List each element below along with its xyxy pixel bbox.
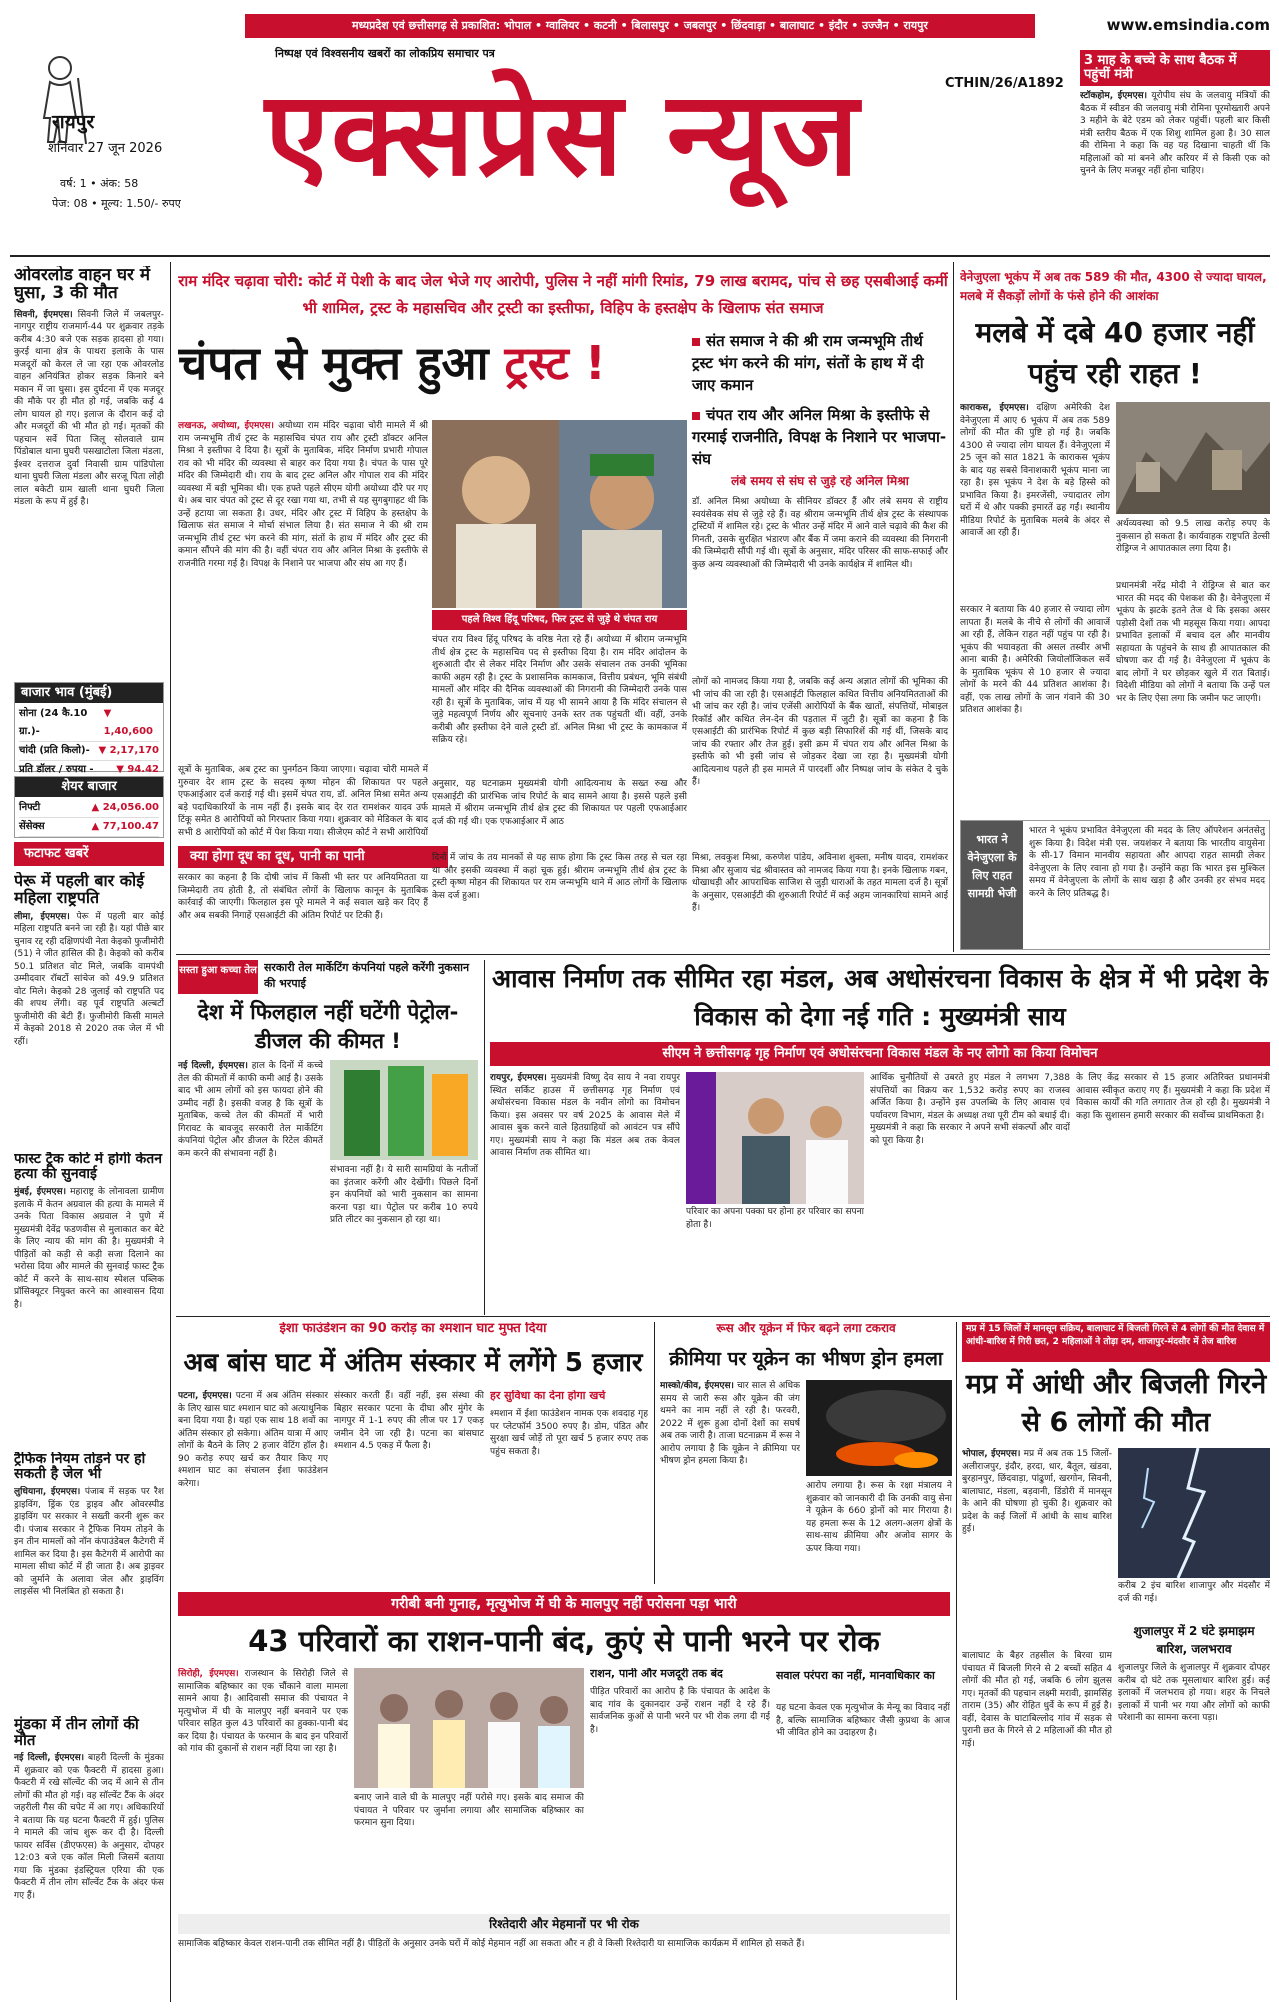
- aid-box: [960, 820, 1270, 950]
- quake-headline: मलबे में दबे 40 हजार नहीं पहुंच रही राहत !: [975, 316, 1255, 390]
- city: रायपुर: [52, 111, 95, 133]
- market-row-label: सोना (24 कै.10 ग्रा.)-: [19, 708, 88, 738]
- fuel-divider: [484, 960, 485, 1315]
- lead-col3b: लोगों को नामजद किया गया है, जबकि कई अन्य अज्ञात लोगों की भूमिका की भी जांच की जा रही है। एसआईटी फिलहाल कथित वित्तीय अनियमितताओं की भी जांच कर रही है। जांच एजेंसी आरोपियों के बैंक खातों, संपत्तियों, मोबाइल रिकॉर्ड और कथित लेन-देन की पड़ताल में जुटी है। सूत्रों का कहना है कि एसआईटी की प्रारंभिक रिपोर्ट में कुछ बड़ी सिफारिशें की गई थीं, जिसके बाद जांच की रफ्तार और तेज हुई। इसी क्रम में चंपत राय और अनिल मिश्रा के इस्तीफे को भी इसी जांच से जोड़कर देखा जा रहा है। मुख्यमंत्री योगी आदित्यनाथ पहले ही इस मामले में पारदर्शी और निष्पक्ष जांच के संकेत दे चुके हैं।: [692, 677, 948, 787]
- drone-col2: आरोप लगाया है। रूस के रक्षा मंत्रालय ने शुक्रवार को जानकारी दी कि उनकी वायु सेना ने यूक्रेन के 660 ड्रोनों को मार गिराया है। यह हमला रूस के 12 अलग-अलग क्षेत्रों के साथ-साथ क्रीमिया और अजोव सागर के ऊपर किया गया।: [806, 1481, 952, 1554]
- drone-divider: [956, 1322, 957, 2000]
- housing-headline: आवास निर्माण तक सीमित रहा मंडल, अब अधोसंरचना विकास के क्षेत्र में भी प्रदेश के विकास को देगा नई गति : मुख्यमंत्री साय: [491, 964, 1269, 1031]
- milk-col1: सरकार का कहना है कि दोषी जांच में किसी भी स्तर पर अनियमितता या जिम्मेदारी तय होती है, तो संबंधित लोगों के खिलाफ कानून के मुताबिक कार्रवाई की जाएगी। फिलहाल इस पूरे मामले ने कई सवाल खड़े कर दिए हैं और अब सबकी निगाहें एसआईटी की अंतिम रिपोर्ट पर टिकी हैं।: [178, 873, 428, 921]
- storm-col2: बालाघाट के बैहर तहसील के बिरवा ग्राम पंचायत में बिजली गिरने से 2 बच्चों सहित 4 लोगों की मौत हो गई, जबकि 6 लोग झुलस गए। मृतकों की पहचान लक्ष्मी मरावी, झामसिंह ताराम (35) और रोहित धुर्वे के रूप में हुई है। वहीं, देवास के घाटाबिल्लोद गांव में सड़क से पुरानी छत के गिरने से 2 महिलाओं की मौत हो गई।: [962, 1651, 1112, 1749]
- lead-kicker: राम मंदिर चढ़ावा चोरी: कोर्ट में पेशी के बाद जेल भेजे गए आरोपी, पुलिस ने नहीं मांगी रिमांड, 79 लाख बरामद, पांच से छह एसबीआई कर्मी भी शामिल, ट्रस्ट के महासचिव और ट्रस्टी का इस्तीफा, विहिप के हस्तक्षेप के खिलाफ संत समाज: [178, 272, 948, 317]
- left-story-5-headline: मुंडका में तीन लोगों की मौत: [14, 1716, 139, 1749]
- lead-bullet-text: संत समाज ने की श्री राम जन्मभूमि तीर्थ ट्रस्ट भंग करने की मांग, संतों के हाथ में दी जाए कमान: [692, 332, 924, 394]
- storm-subhead: शुजालपुर में 2 घंटे झमाझम बारिश, जलभराव: [1133, 1624, 1255, 1656]
- lead-bullet-text: चंपत राय और अनिल मिश्रा के इस्तीफे से गरमाई राजनीति, विपक्ष के निशाने पर भाजपा-संघ: [692, 406, 947, 468]
- market-row-value: ▼ 94.42: [116, 764, 159, 776]
- poverty-subhead-2: सवाल परंपरा का नहीं, मानवाधिकार का: [776, 1669, 935, 1682]
- fuel-tag-2: सरकारी तेल मार्केटिंग कंपनियां पहले करेंगी नुकसान की भरपाई: [264, 961, 470, 990]
- housing-col1: रायपुर, ईएमएस। मुख्यमंत्री विष्णु देव साय ने नवा रायपुर स्थित सर्किट हाउस में छत्तीसगढ़ गृह निर्माण एवं अधोसंरचना विकास मंडल के नवीन लोगो का विमोचन किया। इस अवसर पर वर्ष 2025 के आवास मेले में आवास बुक करने वाले हितग्राहियों को आवंटन पत्र सौंपे गए। मुख्यमंत्री साय ने कहा कि मंडल अब तक केवल आवास निर्माण तक सीमित था।: [490, 1073, 680, 1158]
- market-row-value: ▼ 2,17,170: [98, 745, 159, 757]
- fuel-col1: नई दिल्ली, ईएमएस। हाल के दिनों में कच्चे तेल की कीमतों में काफी कमी आई है। उसके बाद भी आम लोगों को इस फायदा होने की उम्मीद नहीं है। इसकी वजह है कि सूत्रों के मुताबिक, कच्चे तेल की कीमतों में भारी गिरावट के बावजूद सरकारी तेल मार्केटिंग कंपनियां पेट्रोल और डीजल के रिटेल कीमतें कम करने की संभावना नहीं है।: [178, 1061, 323, 1159]
- market-row: [19, 705, 159, 742]
- market-row-value: ▼ 1,40,600: [103, 708, 154, 738]
- left-story-3-body: मुंबई, ईएमएस। महाराष्ट्र के लोनावला ग्रामीण इलाके में केतन अग्रवाल की हत्या के मामले में उनके पिता विकास अग्रवाल ने पुणे में मुख्यमंत्री देवेंद्र फडणवीस से मुलाकात कर बेटे के लिए न्याय की मांग की है। मुख्यमंत्री ने पीड़ितों को कड़ी से कड़ी सजा दिलाने का भरोसा दिया और मामले की सुनवाई फास्ट ट्रैक कोर्ट में करने के साथ-साथ स्पेशल पब्लिक प्रॉसिक्यूटर नियुक्त करने का आश्वासन दिया है।: [14, 1187, 164, 1310]
- quake-col1b: सरकार ने बताया कि 40 हजार से ज्यादा लोग लापता हैं। मलबे के नीचे से लोगों की आवाजें आ रही हैं, लेकिन राहत नहीं पहुंच पा रही है। भूकंप की भयावहता की असल तस्वीर अभी आना बाकी है। अमेरिकी जियोलॉजिकल सर्वे के मुताबिक भूकंप से 10 हजार से ज्यादा लोगों के मरने की 44 प्रतिशत आशंका है। वहीं, एक लाख लोगों के जान गंवाने की 30 प्रतिशत आशंका है।: [960, 605, 1110, 715]
- lead-bullet: [692, 404, 948, 470]
- fuel-col2: संभावना नहीं है। ये सारी सामग्रियां के नतीजों का इंतजार करेंगी और देखेंगी। पिछले दिनों इन कंपनियों को भारी नुकसान का सामना करना पड़ा था। पेट्रोल पर करीब 10 रुपये प्रति लीटर का नुकसान हो रहा था।: [330, 1165, 478, 1225]
- left-story-3-headline: फास्ट ट्रैक कोर्ट में होगी केतन हत्या की सुनवाई: [14, 1152, 162, 1183]
- fuel-photo: [330, 1060, 478, 1160]
- lead-right-divider: [953, 262, 954, 952]
- left-story-5: [14, 1716, 164, 2001]
- fuel-tag-1: सस्ता हुआ कच्चा तेल: [178, 960, 258, 994]
- cremation-headline: अब बांस घाट में अंतिम संस्कार में लगेंगे 5 हजार: [183, 1348, 643, 1378]
- poverty-kicker: गरीबी बनी गुनाह, मृत्युभोज में घी के मालपुए नहीं परोसना पड़ा भारी: [178, 1592, 950, 1616]
- housing-caption: परिवार का अपना पक्का घर होना हर परिवार का सपना होता है।: [686, 1207, 864, 1230]
- poverty-col3: पीड़ित परिवारों का आरोप है कि पंचायत के आदेश के बाद गांव के दुकानदार उन्हें राशन नहीं दे रहे हैं। सार्वजनिक कुओं से पानी भरने पर भी रोक लगा दी गई है।: [590, 1687, 770, 1735]
- market-row: [19, 742, 159, 761]
- drone-headline: क्रीमिया पर यूक्रेन का भीषण ड्रोन हमला: [669, 1348, 943, 1370]
- website-url[interactable]: www.emsindia.com: [1106, 16, 1270, 34]
- pages-price: पेज: 08 • मूल्य: 1.50/- रुपए: [52, 197, 181, 210]
- market-box: [14, 682, 164, 776]
- lead-col1: लखनऊ, अयोध्या, ईएमएस। अयोध्या राम मंदिर चढ़ावा चोरी मामले में श्री राम जन्मभूमि तीर्थ ट्रस्ट के महासचिव चंपत राय और ट्रस्टी डॉक्टर अनिल मिश्रा ने इस्तीफा दे दिया है। सूत्रों के मुताबिक, मंदिर निर्माण प्रभारी गोपाल राव को भी मंदिर की व्यवस्था से बाहर कर दिया गया है। चंपत के पास पूरे मंदिर की जिम्मेदारी थी। राय के बाद ट्रस्ट अनिल और गोपाल राव की मंदिर व्यवस्था में बड़ी भूमिका थी। एक हफ्ते पहले सीएम योगी अयोध्या दौरे पर गए थे। अब चार चंपत को ट्रस्ट से दूर रखा गया था, तभी से यह सुगबुगाहट थी कि उन्हें हटाया जा सकता है। उधर, मंदिर और ट्रस्ट में विहिप के हस्तक्षेप के खिलाफ संत समाज ने मोर्चा संभाल लिया है। संत समाज ने की श्री राम जन्मभूमि तीर्थ ट्रस्ट भंग करने की मांग, संतों के हाथ में मंदिर और ट्रस्ट की कमान सौंपने की मांग की है। वहीं चंपत राय और अनिल मिश्रा के इस्तीफे से राजनीति गरमा गई है। विपक्ष के निशाने पर भाजपा और संघ आ गए हैं।: [178, 421, 428, 569]
- market-row: [19, 799, 159, 818]
- quake-photo: [1116, 402, 1270, 514]
- cremation-kicker: ईशा फाउंडेशन का 90 करोड़ का श्मशान घाट मुफ्त दिया: [279, 1322, 547, 1336]
- left-story-2-headline: पेरू में पहली बार कोई महिला राष्ट्रपति: [14, 872, 145, 907]
- left-story-5-body: नई दिल्ली, ईएमएस। बाहरी दिल्ली के मुंडका में शुक्रवार को एक फैक्टरी में हादसा हुआ। फैक्टरी में रखे सॉल्वेंट की जद में आने से तीन लोगों की मौत हो गई। वह सॉल्वेंट टैंक के अंदर जहरीली गैस की चपेट में आ गए। अधिकारियों ने बताया कि यह घटना फैक्टरी में हुई। पुलिस ने मामले की जांच शुरू कर दी है। दिल्ली फायर सर्विस (डीएफएस) के अनुसार, दोपहर 12:03 बजे एक कॉल मिली जिसमें बताया गया कि मुंडका इंडस्ट्रियल एरिया की एक फैक्टरी में तीन लोग सॉल्वेंट टैंक के अंदर फंस गए हैं।: [14, 1753, 164, 1901]
- ear-headline: 3 माह के बच्चे के साथ बैठक में पहुंचीं मंत्री: [1080, 50, 1270, 86]
- storm-caption: करीब 2 इंच बारिश शाजापुर और मंदसौर में दर्ज की गई।: [1118, 1581, 1270, 1604]
- poverty-subhead-1: राशन, पानी और मजदूरी तक बंद: [590, 1668, 723, 1680]
- left-story-4-body: लुधियाना, ईएमएस। पंजाब में सड़क पर रैश ड्राइविंग, ड्रिंक एंड ड्राइव और ओवरस्पीड ड्राइविंग पर सरकार ने सख्ती करनी शुरू कर दी। पंजाब सरकार ने ट्रैफिक नियम तोड़ने के इन तीन मामलों को नॉन कंपाउंडेबल कैटेगरी में शामिल कर दिया है। इस कैटेगरी में आरोपी का मामला सीधा कोर्ट में ही जाता है। अब ड्राइवर को जुर्माने के अलावा जेल और ड्राइविंग लाइसेंस भी निलंबित हो सकता है।: [14, 1487, 164, 1598]
- fuel-tags: [178, 960, 478, 994]
- edition-banner: मध्यप्रदेश एवं छत्तीसगढ़ से प्रकाशित: भोपाल • ग्वालियर • कटनी • बिलासपुर • जबलपुर • छिंदवाड़ा • बालाघाट • इंदौर • उज्जैन • रायपुर: [245, 14, 1035, 38]
- market-row-label: निफ्टी: [19, 802, 41, 814]
- registration-number: CTHIN/26/A1892: [945, 76, 1064, 91]
- left-story-1: [14, 266, 164, 678]
- bullet-icon: [692, 338, 700, 346]
- poverty-photo: [354, 1668, 584, 1788]
- left-story-1-body: सिवनी, ईएमएस। सिवनी जिले में जबलपुर-नागपुर राष्ट्रीय राजमार्ग-44 पर शुक्रवार तड़के करीब 4:30 बजे एक सड़क हादसा हो गया। कुरई थाना क्षेत्र के पाथरा इलाके के पास मजदूरों को केरल ले जा रहा एक ओवरलोड वाहन अनियंत्रित होकर सड़क किनारे बने मकान में जा घुसा। इस दुर्घटना में एक मजदूर की मौके पर ही मौत हो गई, जबकि कई 4 लोग घायल हो गए। इलाज के दौरान कई दो और मजदूरों की भी मौत हो गई। मृतकों की पहचान सर्वे पिता जिलू सोलवाले ग्राम पिंडोबाल थाना घुघरी पसखाटोला जिला मंडला, ईश्वर दत्तराज दुर्वा निवासी ग्राम पांडिपोला थाना घुघरी जिला मंडला और सरजू पिता लोही लाल बकेटी ग्राम खाली थाना घुघरी जिला मंडला के रूप में हुई है।: [14, 309, 164, 508]
- drone-photo: [806, 1380, 952, 1476]
- cremation-subhead: हर सुविधा का देना होगा खर्च: [490, 1390, 606, 1402]
- market-row-label: सेंसेक्स: [19, 821, 45, 833]
- poverty-footer-subhead: रिश्तेदारी और मेहमानों पर भी रोक: [178, 1914, 950, 1934]
- share-rows: [15, 797, 163, 839]
- aid-label: भारत ने वेनेजुएला के लिए राहत सामग्री भेजी: [961, 821, 1023, 949]
- left-story-3: [14, 1152, 164, 1442]
- quake-kicker: वेनेजुएला भूकंप में अब तक 589 की मौत, 4300 से ज्यादा घायल, मलबे में सैकड़ों लोगों के फंसे होने की आशंका: [960, 270, 1267, 303]
- milk-kicker-bar: क्या होगा दूध का दूध, पानी का पानी: [178, 846, 448, 868]
- masthead-tagline: निष्पक्ष एवं विश्वसनीय खबरों का लोकप्रिय समाचार पत्र: [275, 47, 495, 60]
- aid-body: भारत ने भूकंप प्रभावित वेनेजुएला की मदद के लिए ऑपरेशन अनंतसेतु शुरू किया है। विदेश मंत्री एस. जयशंकर ने बताया कि भारतीय वायुसेना के सी-17 विमान मानवीय सहायता और आपदा राहत सामग्री लेकर वेनेजुएला के लिए रवाना हो गया है। उन्होंने कहा कि भारत इस मुश्किल समय में वेनेजुएला के लोगों के साथ खड़ा है और उनकी हर संभव मदद करने के लिए प्रतिबद्ध है।: [1029, 826, 1265, 899]
- issue-date: शनिवार 27 जून 2026: [48, 141, 163, 156]
- storm-headline: मप्र में आंधी और बिजली गिरने से 6 लोगों की मौत: [965, 1369, 1267, 1438]
- housing-col3: के लिए केंद्र सरकार से 15 हजार अतिरिक्त प्रधानमंत्री आवास स्वीकृत कराए गए हैं। मुख्यमंत्री ने कहा कि प्रदेश में विकास कार्यों की गति लगातार तेज हो रही है। मुख्यमंत्री ने कहा कि सुशासन हमारी सरकार की सर्वोच्च प्राथमिकता है।: [1076, 1073, 1270, 1121]
- quake-col1: काराकस, ईएमएस। दक्षिण अमेरिकी देश वेनेजुएला में आए 6 भूकंप में अब तक 589 लोगों की मौत की पुष्टि हो गई है। जबकि 4300 से ज्यादा लोग घायल हैं। वेनेजुएला में 25 जून को सात 1821 के काराकस भूकंप के बाद यह सबसे विनाशकारी भूकंप माना जा रहा है। इस भूकंप ने देश के बड़े हिस्से को प्रभावित किया है। इमरजेंसी, ज्यादातर लोग घरों में थे और पक्की इमारतें ढह गईं। स्थानीय मीडिया रिपोर्ट के मुताबिक मलबे के अंदर से आवाजें आ रही हैं।: [960, 403, 1110, 538]
- bullet-icon: [692, 412, 700, 420]
- poverty-col1: सिरोही, ईएमएस। राजस्थान के सिरोही जिले से सामाजिक बहिष्कार का एक चौंकाने वाला मामला सामने आया है। आदिवासी समाज की पंचायत ने मृत्युभोज में घी के मालपुए नहीं बनवाने पर एक परिवार सहित कुल 43 परिवारों का हुक्का-पानी बंद कर दिया है। पंचायत के फरमान के बाद इन परिवारों को गांव की दुकानों से राशन नहीं दिया जा रहा है।: [178, 1669, 348, 1754]
- lead-bullet: [692, 330, 948, 396]
- cremation-col1: पटना, ईएमएस। पटना में अब अंतिम संस्कार के लिए खास घाट श्मशान घाट को अत्याधुनिक बना दिया गया है। यहां एक साथ 18 शवों का अंतिम संस्कार हो सकेगा। अंतिम यात्रा में आए लोगों के बैठने के लिए 2 हजार वेटिंग हॉल है। 90 करोड़ रुपए खर्च कर तैयार किए गए श्मशान घाट का संचालन ईशा फाउंडेशन करेगा।: [178, 1391, 328, 1489]
- left-story-1-headline: ओवरलोड वाहन घर में घुसा, 3 की मौत: [14, 266, 151, 303]
- storm-photo: [1118, 1448, 1270, 1578]
- ear-story: [1080, 50, 1270, 260]
- drone-col1: मास्को/कीव, ईएमएस। चार साल से अधिक समय से जारी रूस और यूक्रेन की जंग थमने का नाम नहीं ले रही है। फरवरी, 2022 में शुरू हुआ दोनों देशों का सघर्ष अब तक जारी है। ताजा घटनाक्रम में रूस ने आरोप लगाया है कि यूक्रेन ने क्रीमिया पर भीषण ड्रोन हमला किया है।: [660, 1381, 800, 1466]
- fuel-headline: देश में फिलहाल नहीं घटेंगी पेट्रोल-डीजल की कीमत !: [197, 1000, 459, 1053]
- storm-kicker: मप्र में 15 जिलों में मानसून सक्रिय, बालाघाट में बिजली गिरने से 4 लोगों की मौत देवास में आंधी-बारिश में गिरी छत, 2 महिलाओं ने तोड़ा दम, शाजापुर-मंदसौर में तेज बारिश: [962, 1322, 1270, 1362]
- cremation-col2: संस्कार करती हैं। वहीं नहीं, इस संस्था की बिहार सरकार पटना के दीघा और मुंगेर के नागपुर में 1-1 रुपए की लीज पर 17 एकड़ जमीन देने जा रही है। पटना का बांसघाट श्मशान 4.5 एकड़ में फैला है।: [334, 1391, 484, 1451]
- lead-col2: चंपत राय विश्व हिंदू परिषद के वरिष्ठ नेता रहे हैं। अयोध्या में श्रीराम जन्मभूमि तीर्थ क्षेत्र ट्रस्ट के महासचिव पद से इस्तीफा दिया है। राम मंदिर आंदोलन के शुरुआती दौर से लेकर मंदिर निर्माण और उसके संचालन तक उनकी भूमिका काफी अहम रही है। ट्रस्ट के प्रशासनिक कामकाज, वित्तीय प्रबंधन, भूमि संबंधी मामलों और मंदिर की दैनिक व्यवस्थाओं की निगरानी की जिम्मेदारी उनके पास रही है। सूत्रों के मुताबिक, जांच में यह भी सामने आया है कि मंदिर संचालन से जुड़े महत्वपूर्ण निर्णय और सूचनाएं उनके स्तर तक पहुंचती थीं। वहीं, उनके करीबी और इस्तीफा देने वाले ट्रस्टी डॉ. अनिल मिश्रा भी ट्रस्ट के कामकाज में सक्रिय रहे।: [432, 635, 687, 745]
- milk-col2: दिनों में जांच के तय मानकों से यह साफ होगा कि ट्रस्ट किस तरह से चल रहा था और इसकी व्यवस्था में कहां चूक हुई। श्रीराम जन्मभूमि तीर्थ क्षेत्र ट्रस्ट के ट्रस्टी कृष्ण मोहन की शिकायत पर राम जन्मभूमि थाने में आठ लोगों के खिलाफ केस दर्ज हुआ।: [432, 853, 687, 901]
- left-story-4: [14, 1452, 164, 1707]
- storm-col3: शुजालपुर जिले के शुजालपुर में शुक्रवार दोपहर करीब दो घंटे तक मूसलाधार बारिश हुई। कई इलाकों में जलभराव हो गया। शहर के निचले इलाकों में पानी भर गया और लोगों को काफी परेशानी का सामना करना पड़ा।: [1118, 1663, 1270, 1723]
- milk-col3: मिश्रा, लवकुश मिश्रा, करुणेश पांडेय, अविनाश शुक्ला, मनीष यादव, रामशंकर मिश्रा और सुजाय चंद्र श्रीवास्तव को नामजद किया गया है। इनके खिलाफ गबन, धोखाधड़ी और आपराधिक साजिश से जुड़ी धाराओं के तहत मामला दर्ज है। सूत्रों के अनुसार, एसआईटी की शुरुआती रिपोर्ट में कई अहम जानकारियां सामने आई हैं।: [692, 853, 948, 913]
- lead-headline: चंपत से मुक्त हुआ ट्रस्ट !: [178, 336, 606, 390]
- market-row-label: प्रति डॉलर / रुपया -: [19, 764, 94, 776]
- poverty-headline: 43 परिवारों का राशन-पानी बंद, कुएं से पानी भरने पर रोक: [248, 1624, 880, 1658]
- mid-rule-2: [176, 1316, 1270, 1317]
- fatafat-label: फटाफट खबरें: [14, 842, 164, 866]
- cremation-divider: [654, 1322, 655, 1584]
- lead-photo-caption: पहले विश्व हिंदू परिषद, फिर ट्रस्ट से जुड़े थे चंपत राय: [432, 610, 687, 630]
- left-story-2-body: लीमा, ईएमएस। पेरू में पहली बार कोई महिला राष्ट्रपति बनने जा रही है। यहां पीछे बार चुनाव रद्द रही दक्षिणपंथी नेता केइको फुजीमोरी (51) ने जीत हासिल की है। केइको को करीब 50.1 प्रतिशत वोट मिले, जबकि वामपंथी उम्मीदवार रॉबर्टो सांचेज को 49.9 प्रतिशत वोट मिले। केइको 28 जुलाई को राष्ट्रपति पद की शपथ लेंगी। वह पूर्व राष्ट्रपति अल्बर्टो फुजीमोरी की बेटी हैं। फुजीमोरी किसी मामले में केइको 2018 से 2020 तक जेल में भी रहीं।: [14, 911, 164, 1047]
- quake-caption: अर्थव्यवस्था को 9.5 लाख करोड़ रुपए के नुकसान हो सकता है। कार्यवाहक राष्ट्रपति डेल्सी रोड्रिग्ज ने आपातकाल लगा दिया है।: [1116, 519, 1270, 554]
- market-row-label: चांदी (प्रति किलो)-: [19, 745, 90, 757]
- year-issue: वर्ष: 1 • अंक: 58: [60, 177, 139, 190]
- masthead-rule: [10, 255, 1270, 257]
- ear-body: स्टॉकहोम, ईएमएस। यूरोपीय संघ के जलवायु मंत्रियों की बैठक में स्वीडन की जलवायु मंत्री रोमिना पूरमोख्तारी अपने 3 महीने के बेटे एडम को लेकर पहुंचीं। पहली बार किसी मंत्री स्तरीय बैठक में एक शिशु शामिल हुआ है। 30 साल की रोमिना ने कहा कि वह यह दिखाना चाहती थीं कि महिलाओं को मां बनने और करियर में से किसी एक को चुनने के लिए मजबूर नहीं होना चाहिए।: [1080, 91, 1270, 177]
- market-row-value: ▲ 77,100.47: [91, 821, 159, 833]
- lead-photo: [432, 420, 687, 608]
- quake-col2: प्रधानमंत्री नरेंद्र मोदी ने रोड्रिग्ज से बात कर भारत की मदद की पेशकश की है। वेनेजुएला में भूकंप के झटके इतने तेज थे कि इसका असर पड़ोसी देशों तक भी महसूस किया गया। आपदा प्रभावित इलाकों में बचाव दल और मानवीय सहायता के पहुंचने के साथ ही आपातकाल की घोषणा कर दी गई है। वेनेजुएला में भूकंप के बाद लोगों ने घर छोड़कर खुले में रात बिताई। विदेशी मीडिया को लोगों ने बताया कि उन्हें पल भर के लिए ऐसा लगा कि जमीन फट जाएगी।: [1116, 581, 1270, 704]
- lead-col2b: अनुसार, यह घटनाक्रम मुख्यमंत्री योगी आदित्यनाथ के सख्त रुख और एसआईटी की प्रारंभिक जांच रिपोर्ट के बाद सामने आया है। इससे पहले इसी मामले में श्रीराम जन्मभूमि तीर्थ क्षेत्र ट्रस्ट की शिकायत पर पहली एफआईआर दर्ज की गई थी। एक एफआईआर में आठ: [432, 779, 687, 827]
- mid-rule-1: [176, 954, 1270, 955]
- poverty-footer: सामाजिक बहिष्कार केवल राशन-पानी तक सीमित नहीं है। पीड़ितों के अनुसार उनके घरों में कोई मेहमान नहीं आ सकता और न ही वे किसी रिश्तेदारी या सामाजिक कार्यक्रम में शामिल हो सकते हैं।: [178, 1939, 805, 1949]
- drone-kicker: रूस और यूक्रेन में फिर बढ़ने लगा टकराव: [716, 1322, 896, 1335]
- housing-col2: आर्थिक चुनौतियों से उबरते हुए मंडल ने लगभग 7,388 संपत्तियों का विक्रय कर 1,532 करोड़ रुपए का राजस्व अर्जित किया है। उन्होंने इस उपलब्धि के लिए आवास एवं पर्यावरण विभाग, मंडल के अध्यक्ष तथा पूरी टीम को बधाई दी। मुख्यमंत्री ने कहा कि सरकार ने अपने सभी संकल्पों और वादों को पूरा किया है।: [870, 1073, 1070, 1146]
- poverty-col4: यह घटना केवल एक मृत्युभोज के मेन्यू का विवाद नहीं है, बल्कि सामाजिक बहिष्कार जैसी कुप्रथा के आज भी जीवित होने का उदाहरण है।: [776, 1703, 950, 1738]
- left-column-divider: [170, 262, 171, 2002]
- lead-col3: डॉ. अनिल मिश्रा अयोध्या के सीनियर डॉक्टर हैं और लंबे समय से राष्ट्रीय स्वयंसेवक संघ से जुड़े रहे हैं। वह श्रीराम जन्मभूमि तीर्थ क्षेत्र ट्रस्ट के संस्थापक ट्रस्टियों में शामिल रहे। ट्रस्ट के भीतर उन्हें मंदिर में आने वाले चढ़ावे की कैश की गिनती, उसके सुरक्षित भंडारण और बैंक में जमा कराने की व्यवस्था की निगरानी की जिम्मेदारी सौंपी गई थी। सूत्रों के अनुसार, मंदिर परिसर की साफ-सफाई और कुछ अन्य व्यवस्थाओं की जिम्मेदारी भी उनके कार्यक्षेत्र में शामिल थी।: [692, 497, 948, 570]
- cremation-col3: श्मशान में ईशा फाउंडेशन नामक एक शवदाह गृह पर प्लेटफॉर्म 3500 रुपए है। डोम, पंडित और सुरक्षा खर्च जोड़ें तो पूरा खर्च 5 हजार रुपए तक पहुंच सकता है।: [490, 1409, 648, 1457]
- storm-col1: भोपाल, ईएमएस। मप्र में अब तक 15 जिलों-अलीराजपुर, इंदौर, हरदा, धार, बैतूल, खंडवा, बुरहानपुर, छिंदवाड़ा, पांढुर्णा, खरगोन, सिवनी, बालाघाट, मंडला, बड़वानी, डिंडोरी में मानसून के आने की घोषणा हो चुकी है। शुक्रवार को प्रदेश के कई जिलों में आंधी के साथ बारिश हुई।: [962, 1449, 1112, 1534]
- market-row: [19, 818, 159, 837]
- housing-photo: [686, 1072, 864, 1204]
- market-title: बाजार भाव (मुंबई): [15, 683, 163, 703]
- share-title: शेयर बाजार: [15, 777, 163, 797]
- left-story-2: [14, 872, 164, 1144]
- housing-subhead: सीएम ने छत्तीसगढ़ गृह निर्माण एवं अधोसंरचना विकास मंडल के नए लोगो का किया विमोचन: [490, 1042, 1270, 1066]
- share-box: [14, 776, 164, 838]
- market-row-value: ▲ 24,056.00: [91, 802, 159, 814]
- poverty-col2: बनाए जाने वाले घी के मालपुए नहीं परोसे गए। इसके बाद समाज की पंचायत ने परिवार पर जुर्माना लगाया और सामाजिक बहिष्कार का फरमान सुना दिया।: [354, 1793, 584, 1828]
- lead-col1b: सूत्रों के मुताबिक, अब ट्रस्ट का पुनर्गठन किया जाएगा। चढ़ावा चोरी मामले में गुरुवार देर शाम ट्रस्ट के सदस्य कृष्ण मोहन की शिकायत पर पहले एफआईआर दर्ज कराई गई थी। इसमें चंपत राय, डॉ. अनिल मिश्रा समेत अन्य बड़े पदाधिकारियों के नाम नहीं हैं। इसके बाद देर रात रामशंकर यादव उर्फ टिंकू समेत 8 आरोपियों को गिरफ्तार किया गया। शुक्रवार को मेडिकल के बाद सभी 8 आरोपियों को कोर्ट में पेश किया गया। सीजेएम कोर्ट ने सभी आरोपियों: [178, 765, 428, 838]
- masthead-title: एक्सप्रेस न्यूज: [265, 67, 861, 202]
- lead-subhead: लंबे समय से संघ से जुड़े रहे अनिल मिश्रा: [731, 475, 909, 488]
- lead-bullets: [692, 330, 948, 470]
- left-story-4-headline: ट्रैफिक नियम तोड़ने पर हो सकती है जेल भी: [14, 1452, 146, 1483]
- market-rows: [15, 703, 163, 782]
